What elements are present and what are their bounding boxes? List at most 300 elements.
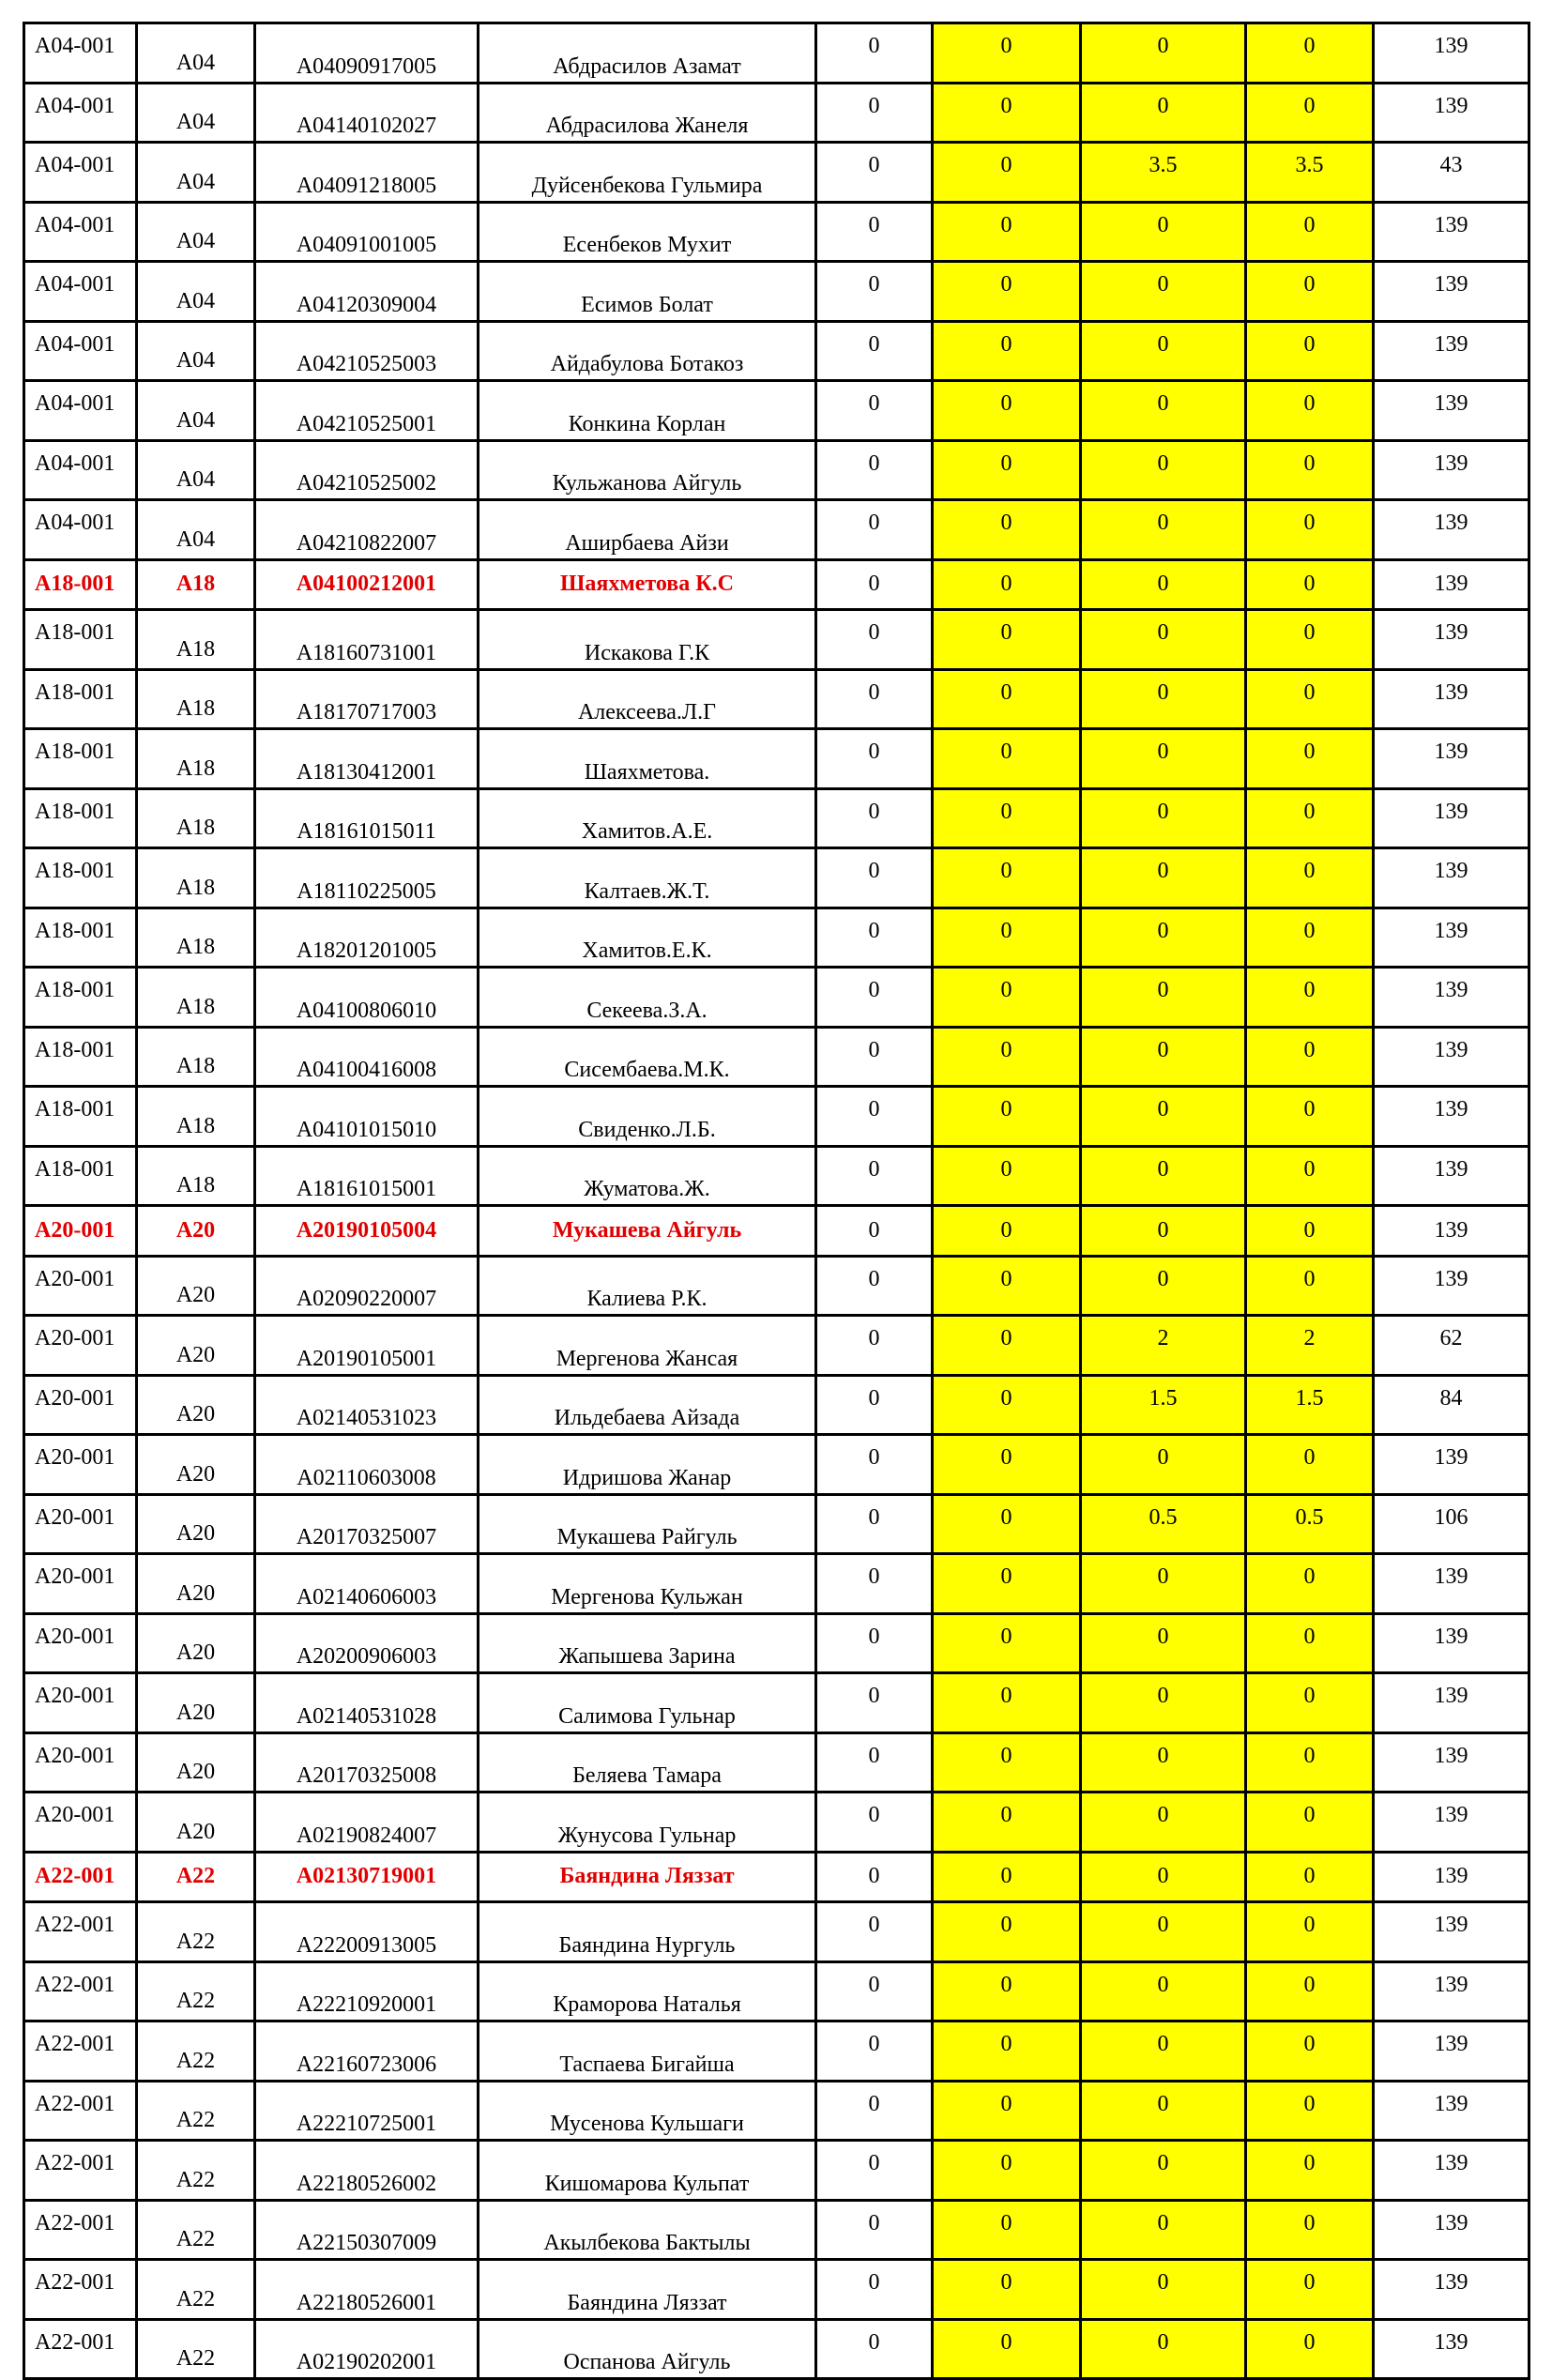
cell-value-3: 0 xyxy=(1246,1554,1374,1614)
cell-group: A18 xyxy=(137,669,255,729)
cell-code: A20-001 xyxy=(24,1435,137,1495)
cell-value-3: 0 xyxy=(1246,440,1374,500)
cell-value-2: 0 xyxy=(1081,262,1246,322)
cell-code: A20-001 xyxy=(24,1316,137,1376)
table-row xyxy=(24,1027,1529,1087)
cell-id: A22180526001 xyxy=(255,2260,479,2320)
cell-group: A18 xyxy=(137,848,255,908)
cell-rank: 139 xyxy=(1374,262,1529,322)
cell-rank: 139 xyxy=(1374,1961,1529,2021)
cell-code: A18-001 xyxy=(24,1027,137,1087)
cell-value-1: 0 xyxy=(933,1206,1081,1257)
cell-group: A18 xyxy=(137,559,255,610)
table-body xyxy=(24,23,1529,2379)
table-row xyxy=(24,23,1529,84)
cell-id: A04210525001 xyxy=(255,381,479,441)
cell-value-0: 0 xyxy=(816,1494,933,1554)
cell-code: A22-001 xyxy=(24,2260,137,2320)
cell-group: A04 xyxy=(137,321,255,381)
cell-value-1: 0 xyxy=(933,1146,1081,1206)
cell-value-2: 0 xyxy=(1081,2200,1246,2260)
table-row xyxy=(24,143,1529,203)
cell-value-1: 0 xyxy=(933,1316,1081,1376)
cell-value-3: 0 xyxy=(1246,83,1374,143)
cell-group: A20 xyxy=(137,1673,255,1733)
cell-code: A18-001 xyxy=(24,729,137,789)
cell-value-1: 0 xyxy=(933,559,1081,610)
cell-code: A22-001 xyxy=(24,2021,137,2082)
cell-value-3: 0 xyxy=(1246,23,1374,84)
cell-value-1: 0 xyxy=(933,1435,1081,1495)
table-row xyxy=(24,1316,1529,1376)
cell-code: A18-001 xyxy=(24,1146,137,1206)
cell-value-2: 0 xyxy=(1081,1146,1246,1206)
cell-id: A04101015010 xyxy=(255,1087,479,1147)
cell-value-1: 0 xyxy=(933,2021,1081,2082)
cell-code: A20-001 xyxy=(24,1206,137,1257)
cell-code: A04-001 xyxy=(24,202,137,262)
cell-value-3: 1.5 xyxy=(1246,1375,1374,1435)
cell-value-3: 0 xyxy=(1246,2081,1374,2141)
cell-rank: 139 xyxy=(1374,2021,1529,2082)
cell-value-2: 0 xyxy=(1081,1613,1246,1673)
cell-value-2: 0 xyxy=(1081,788,1246,848)
table-row xyxy=(24,1435,1529,1495)
cell-rank: 139 xyxy=(1374,1852,1529,1902)
cell-name: Калтаев.Ж.Т. xyxy=(479,848,816,908)
cell-group: A20 xyxy=(137,1732,255,1793)
cell-value-0: 0 xyxy=(816,1732,933,1793)
cell-value-3: 0.5 xyxy=(1246,1494,1374,1554)
cell-group: A20 xyxy=(137,1375,255,1435)
cell-value-1: 0 xyxy=(933,729,1081,789)
table-row-group-head xyxy=(24,1852,1529,1902)
cell-value-3: 2 xyxy=(1246,1316,1374,1376)
table-row xyxy=(24,2319,1529,2379)
cell-name: Ильдебаева Айзада xyxy=(479,1375,816,1435)
table-row xyxy=(24,381,1529,441)
table-row xyxy=(24,2081,1529,2141)
cell-value-2: 0 xyxy=(1081,202,1246,262)
cell-code: A20-001 xyxy=(24,1256,137,1316)
table-row xyxy=(24,669,1529,729)
cell-value-3: 0 xyxy=(1246,968,1374,1028)
cell-value-0: 0 xyxy=(816,1316,933,1376)
cell-value-2: 0 xyxy=(1081,1027,1246,1087)
cell-rank: 43 xyxy=(1374,143,1529,203)
cell-id: A18130412001 xyxy=(255,729,479,789)
cell-value-2: 0 xyxy=(1081,1732,1246,1793)
cell-rank: 139 xyxy=(1374,788,1529,848)
cell-value-3: 0 xyxy=(1246,202,1374,262)
cell-value-2: 0 xyxy=(1081,729,1246,789)
cell-rank: 139 xyxy=(1374,1087,1529,1147)
cell-id: A04100806010 xyxy=(255,968,479,1028)
cell-value-0: 0 xyxy=(816,1852,933,1902)
cell-code: A22-001 xyxy=(24,1852,137,1902)
cell-name: Идришова Жанар xyxy=(479,1435,816,1495)
cell-value-0: 0 xyxy=(816,848,933,908)
cell-rank: 139 xyxy=(1374,23,1529,84)
cell-name: Есимов Болат xyxy=(479,262,816,322)
cell-code: A20-001 xyxy=(24,1375,137,1435)
cell-group: A22 xyxy=(137,1902,255,1962)
cell-group: A18 xyxy=(137,729,255,789)
cell-value-2: 0 xyxy=(1081,500,1246,560)
cell-value-2: 2 xyxy=(1081,1316,1246,1376)
cell-group: A04 xyxy=(137,500,255,560)
cell-name: Сисембаева.М.К. xyxy=(479,1027,816,1087)
cell-name: Мукашева Айгуль xyxy=(479,1206,816,1257)
cell-value-3: 0 xyxy=(1246,1732,1374,1793)
cell-value-0: 0 xyxy=(816,1902,933,1962)
cell-value-1: 0 xyxy=(933,1087,1081,1147)
cell-value-1: 0 xyxy=(933,908,1081,968)
cell-value-1: 0 xyxy=(933,1732,1081,1793)
cell-id: A20170325008 xyxy=(255,1732,479,1793)
table-row xyxy=(24,1375,1529,1435)
cell-value-3: 0 xyxy=(1246,1146,1374,1206)
cell-rank: 139 xyxy=(1374,2200,1529,2260)
cell-value-0: 0 xyxy=(816,908,933,968)
cell-value-0: 0 xyxy=(816,500,933,560)
cell-value-0: 0 xyxy=(816,2081,933,2141)
cell-value-3: 0 xyxy=(1246,1435,1374,1495)
cell-value-3: 0 xyxy=(1246,2260,1374,2320)
cell-value-0: 0 xyxy=(816,1027,933,1087)
cell-value-2: 0 xyxy=(1081,669,1246,729)
cell-code: A04-001 xyxy=(24,143,137,203)
cell-name: Жунусова Гульнар xyxy=(479,1793,816,1853)
cell-value-2: 0 xyxy=(1081,23,1246,84)
cell-group: A20 xyxy=(137,1256,255,1316)
cell-group: A04 xyxy=(137,83,255,143)
cell-name: Акылбекова Бактылы xyxy=(479,2200,816,2260)
cell-value-1: 0 xyxy=(933,143,1081,203)
cell-rank: 139 xyxy=(1374,669,1529,729)
cell-name: Оспанова Айгуль xyxy=(479,2319,816,2379)
cell-value-1: 0 xyxy=(933,848,1081,908)
cell-value-0: 0 xyxy=(816,669,933,729)
cell-name: Салимова Гульнар xyxy=(479,1673,816,1733)
cell-rank: 139 xyxy=(1374,1146,1529,1206)
cell-code: A18-001 xyxy=(24,669,137,729)
table-row xyxy=(24,1146,1529,1206)
cell-value-3: 0 xyxy=(1246,262,1374,322)
cell-value-3: 0 xyxy=(1246,2141,1374,2201)
cell-id: A02140606003 xyxy=(255,1554,479,1614)
cell-name: Дуйсенбекова Гульмира xyxy=(479,143,816,203)
cell-value-2: 3.5 xyxy=(1081,143,1246,203)
cell-value-1: 0 xyxy=(933,321,1081,381)
cell-value-1: 0 xyxy=(933,23,1081,84)
cell-code: A04-001 xyxy=(24,321,137,381)
cell-group: A20 xyxy=(137,1613,255,1673)
cell-code: A20-001 xyxy=(24,1494,137,1554)
cell-value-1: 0 xyxy=(933,1256,1081,1316)
cell-value-1: 0 xyxy=(933,1673,1081,1733)
cell-id: A20200906003 xyxy=(255,1613,479,1673)
data-table xyxy=(23,22,1530,2380)
cell-code: A04-001 xyxy=(24,440,137,500)
cell-id: A02190202001 xyxy=(255,2319,479,2379)
cell-group: A22 xyxy=(137,2319,255,2379)
cell-rank: 139 xyxy=(1374,321,1529,381)
table-row-group-head xyxy=(24,559,1529,610)
cell-value-2: 0 xyxy=(1081,1256,1246,1316)
cell-id: A04091218005 xyxy=(255,143,479,203)
cell-code: A20-001 xyxy=(24,1732,137,1793)
cell-value-0: 0 xyxy=(816,1554,933,1614)
cell-value-1: 0 xyxy=(933,1027,1081,1087)
cell-name: Свиденко.Л.Б. xyxy=(479,1087,816,1147)
cell-rank: 139 xyxy=(1374,559,1529,610)
cell-id: A22180526002 xyxy=(255,2141,479,2201)
cell-group: A18 xyxy=(137,1087,255,1147)
cell-code: A18-001 xyxy=(24,1087,137,1147)
cell-name: Таспаева Бигайша xyxy=(479,2021,816,2082)
table-row xyxy=(24,1554,1529,1614)
cell-name: Мусенова Кульшаги xyxy=(479,2081,816,2141)
table-row xyxy=(24,1087,1529,1147)
cell-name: Калиева Р.К. xyxy=(479,1256,816,1316)
cell-value-2: 0 xyxy=(1081,1554,1246,1614)
cell-rank: 139 xyxy=(1374,202,1529,262)
cell-rank: 84 xyxy=(1374,1375,1529,1435)
cell-id: A22210920001 xyxy=(255,1961,479,2021)
cell-group: A20 xyxy=(137,1793,255,1853)
cell-value-2: 0 xyxy=(1081,83,1246,143)
cell-value-0: 0 xyxy=(816,559,933,610)
cell-rank: 139 xyxy=(1374,1902,1529,1962)
cell-value-3: 0 xyxy=(1246,1613,1374,1673)
cell-value-0: 0 xyxy=(816,1206,933,1257)
cell-group: A20 xyxy=(137,1435,255,1495)
cell-group: A22 xyxy=(137,2081,255,2141)
cell-value-0: 0 xyxy=(816,1146,933,1206)
cell-value-2: 0 xyxy=(1081,1852,1246,1902)
cell-code: A18-001 xyxy=(24,559,137,610)
cell-id: A02140531028 xyxy=(255,1673,479,1733)
cell-rank: 139 xyxy=(1374,440,1529,500)
cell-name: Хамитов.А.Е. xyxy=(479,788,816,848)
cell-value-3: 0 xyxy=(1246,729,1374,789)
cell-value-3: 0 xyxy=(1246,610,1374,670)
cell-code: A04-001 xyxy=(24,23,137,84)
cell-rank: 139 xyxy=(1374,1732,1529,1793)
cell-value-0: 0 xyxy=(816,788,933,848)
cell-value-0: 0 xyxy=(816,1087,933,1147)
table-row xyxy=(24,2200,1529,2260)
cell-value-1: 0 xyxy=(933,669,1081,729)
cell-group: A22 xyxy=(137,1961,255,2021)
cell-value-3: 0 xyxy=(1246,1087,1374,1147)
cell-id: A04090917005 xyxy=(255,23,479,84)
cell-name: Баяндина Ляззат xyxy=(479,1852,816,1902)
cell-name: Беляева Тамара xyxy=(479,1732,816,1793)
cell-rank: 139 xyxy=(1374,1027,1529,1087)
cell-code: A22-001 xyxy=(24,2200,137,2260)
cell-value-1: 0 xyxy=(933,968,1081,1028)
cell-name: Секеева.З.А. xyxy=(479,968,816,1028)
cell-value-0: 0 xyxy=(816,2260,933,2320)
cell-value-2: 0 xyxy=(1081,610,1246,670)
cell-group: A22 xyxy=(137,1852,255,1902)
cell-id: A22210725001 xyxy=(255,2081,479,2141)
cell-code: A18-001 xyxy=(24,610,137,670)
cell-value-2: 1.5 xyxy=(1081,1375,1246,1435)
cell-group: A22 xyxy=(137,2200,255,2260)
cell-code: A22-001 xyxy=(24,2081,137,2141)
cell-id: A02130719001 xyxy=(255,1852,479,1902)
cell-value-0: 0 xyxy=(816,610,933,670)
cell-value-1: 0 xyxy=(933,440,1081,500)
cell-value-3: 0 xyxy=(1246,1673,1374,1733)
cell-name: Жуматова.Ж. xyxy=(479,1146,816,1206)
cell-code: A04-001 xyxy=(24,381,137,441)
table-row xyxy=(24,262,1529,322)
cell-value-2: 0 xyxy=(1081,908,1246,968)
cell-value-0: 0 xyxy=(816,1613,933,1673)
cell-code: A20-001 xyxy=(24,1554,137,1614)
cell-value-1: 0 xyxy=(933,381,1081,441)
cell-group: A04 xyxy=(137,202,255,262)
cell-id: A22160723006 xyxy=(255,2021,479,2082)
cell-name: Абдрасилова Жанеля xyxy=(479,83,816,143)
cell-code: A20-001 xyxy=(24,1613,137,1673)
cell-code: A18-001 xyxy=(24,848,137,908)
cell-rank: 139 xyxy=(1374,2081,1529,2141)
cell-group: A22 xyxy=(137,2141,255,2201)
cell-value-2: 0 xyxy=(1081,2141,1246,2201)
cell-value-1: 0 xyxy=(933,2141,1081,2201)
cell-value-2: 0 xyxy=(1081,2081,1246,2141)
cell-value-1: 0 xyxy=(933,1375,1081,1435)
cell-group: A04 xyxy=(137,23,255,84)
cell-id: A04120309004 xyxy=(255,262,479,322)
cell-value-3: 0 xyxy=(1246,1902,1374,1962)
cell-value-1: 0 xyxy=(933,610,1081,670)
cell-rank: 139 xyxy=(1374,500,1529,560)
cell-value-3: 0 xyxy=(1246,381,1374,441)
cell-name: Есенбеков Мухит xyxy=(479,202,816,262)
cell-name: Краморова Наталья xyxy=(479,1961,816,2021)
table-row xyxy=(24,1494,1529,1554)
cell-name: Хамитов.Е.К. xyxy=(479,908,816,968)
cell-value-0: 0 xyxy=(816,2021,933,2082)
cell-rank: 62 xyxy=(1374,1316,1529,1376)
cell-id: A02110603008 xyxy=(255,1435,479,1495)
cell-group: A20 xyxy=(137,1554,255,1614)
cell-value-0: 0 xyxy=(816,2319,933,2379)
cell-group: A04 xyxy=(137,262,255,322)
cell-group: A18 xyxy=(137,610,255,670)
cell-code: A04-001 xyxy=(24,262,137,322)
cell-value-2: 0 xyxy=(1081,1961,1246,2021)
cell-code: A22-001 xyxy=(24,2141,137,2201)
cell-value-2: 0.5 xyxy=(1081,1494,1246,1554)
cell-code: A20-001 xyxy=(24,1793,137,1853)
table-row xyxy=(24,2021,1529,2082)
table-row xyxy=(24,1793,1529,1853)
table-row xyxy=(24,1961,1529,2021)
cell-value-3: 0 xyxy=(1246,2021,1374,2082)
cell-value-2: 0 xyxy=(1081,2260,1246,2320)
cell-id: A02090220007 xyxy=(255,1256,479,1316)
cell-rank: 139 xyxy=(1374,729,1529,789)
cell-value-3: 0 xyxy=(1246,1961,1374,2021)
cell-value-0: 0 xyxy=(816,729,933,789)
cell-rank: 139 xyxy=(1374,1793,1529,1853)
cell-group: A22 xyxy=(137,2260,255,2320)
cell-value-1: 0 xyxy=(933,2260,1081,2320)
cell-group: A20 xyxy=(137,1494,255,1554)
cell-value-1: 0 xyxy=(933,2319,1081,2379)
cell-id: A18170717003 xyxy=(255,669,479,729)
cell-code: A18-001 xyxy=(24,788,137,848)
table-row xyxy=(24,908,1529,968)
cell-value-0: 0 xyxy=(816,381,933,441)
cell-value-1: 0 xyxy=(933,83,1081,143)
cell-value-0: 0 xyxy=(816,968,933,1028)
cell-rank: 139 xyxy=(1374,1613,1529,1673)
cell-value-2: 0 xyxy=(1081,440,1246,500)
cell-value-2: 0 xyxy=(1081,968,1246,1028)
cell-value-1: 0 xyxy=(933,788,1081,848)
cell-value-1: 0 xyxy=(933,1494,1081,1554)
cell-id: A22200913005 xyxy=(255,1902,479,1962)
cell-value-1: 0 xyxy=(933,1613,1081,1673)
table-row xyxy=(24,1256,1529,1316)
cell-group: A18 xyxy=(137,968,255,1028)
cell-rank: 139 xyxy=(1374,610,1529,670)
cell-id: A22150307009 xyxy=(255,2200,479,2260)
table-row xyxy=(24,500,1529,560)
cell-value-0: 0 xyxy=(816,2141,933,2201)
cell-value-2: 0 xyxy=(1081,1206,1246,1257)
cell-id: A20190105004 xyxy=(255,1206,479,1257)
cell-id: A18161015011 xyxy=(255,788,479,848)
cell-value-0: 0 xyxy=(816,2200,933,2260)
cell-value-2: 0 xyxy=(1081,321,1246,381)
cell-name: Аширбаева Айзи xyxy=(479,500,816,560)
table-row xyxy=(24,83,1529,143)
cell-id: A04100416008 xyxy=(255,1027,479,1087)
table-row xyxy=(24,1902,1529,1962)
cell-value-1: 0 xyxy=(933,2081,1081,2141)
cell-value-1: 0 xyxy=(933,262,1081,322)
cell-value-0: 0 xyxy=(816,143,933,203)
cell-rank: 139 xyxy=(1374,1206,1529,1257)
cell-value-3: 0 xyxy=(1246,500,1374,560)
cell-id: A18160731001 xyxy=(255,610,479,670)
cell-group: A20 xyxy=(137,1206,255,1257)
cell-value-2: 0 xyxy=(1081,2319,1246,2379)
cell-value-3: 0 xyxy=(1246,321,1374,381)
table-row xyxy=(24,788,1529,848)
cell-value-3: 0 xyxy=(1246,1027,1374,1087)
cell-group: A20 xyxy=(137,1316,255,1376)
cell-value-3: 0 xyxy=(1246,2319,1374,2379)
cell-value-3: 0 xyxy=(1246,848,1374,908)
cell-code: A22-001 xyxy=(24,1902,137,1962)
table-row xyxy=(24,1613,1529,1673)
cell-rank: 139 xyxy=(1374,848,1529,908)
cell-name: Кульжанова Айгуль xyxy=(479,440,816,500)
cell-value-0: 0 xyxy=(816,1961,933,2021)
cell-value-1: 0 xyxy=(933,1961,1081,2021)
table-row xyxy=(24,321,1529,381)
